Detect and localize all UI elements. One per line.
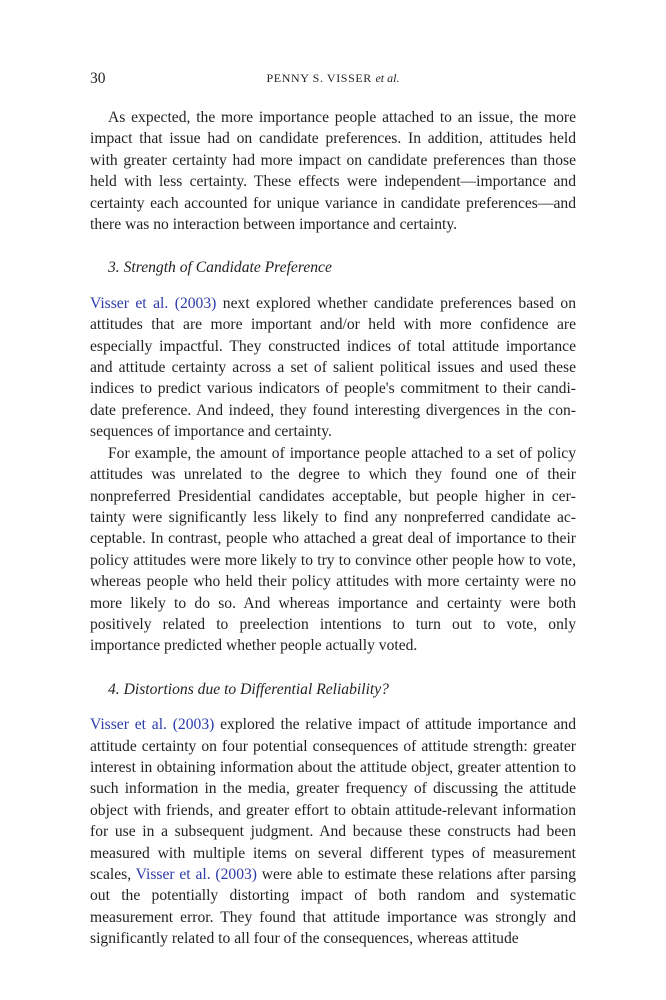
running-head: [90, 71, 576, 86]
page-number: 30: [90, 70, 106, 87]
paragraph-intro: As expected, the more importance people attached to an issue, the more impact that issue had on candidate preferences. In addition, attitudes held with greater certainty had more impact on candidate preferences than those held with less certainty. These effects were independent—importance and certainty each accounted for unique variance in candidate preferences—and there was no interaction between importance and certainty.: [90, 109, 576, 234]
paragraph-text: next explored whether candidate preferences based on attitudes that are more important and/or held with more confidence are especially impactful. They constructed indices of total attitude importance and attitude certainty across a set of salient political issues and used these indices to predict various indicators of people's commitment to their candidate preference. And indeed, they found interesting divergences in the consequences of importance and certainty.: [90, 294, 576, 441]
page-body: [90, 107, 576, 950]
paragraph-section-3: [90, 293, 576, 443]
paragraph-text: were able to estimate these relations after parsing out the potentially distorting impact of both random and systematic measurement error. They found that attitude importance was strongly and significantly related to all four of the consequences, whereas attitude: [90, 866, 577, 948]
page-header: [90, 70, 576, 92]
paragraph-example: For example, the amount of importance people attached to a set of policy attitudes was unrelated to the degree to which they found one of their nonpreferred Presidential candidates acceptable, but people higher in certainty were significantly less likely to find any nonpreferred candidate acceptable. In contrast, people who attached a great deal of importance to their policy attitudes were more likely to try to convince other people how to vote, whereas people who held their policy attitudes with more certainty were no more likely to do so. And whereas importance and certainty were both positively related to preelection intentions to turn out to vote, only importance predicted whether people actually voted.: [90, 444, 576, 655]
citation-link[interactable]: Visser et al. (2003): [90, 294, 217, 312]
section-heading-4: 4. Distortions due to Differential Reliability?: [108, 680, 389, 698]
citation-link[interactable]: Visser et al. (2003): [135, 866, 257, 883]
section-heading-3: 3. Strength of Candidate Preference: [108, 259, 332, 277]
paragraph-text: explored the relative impact of attitude importance and attitude certainty on four potential consequences of attitude strength: greater interest in obtaining information about the attitude object, greater attention to such information in the media, greater frequency of discussing the attitude object with friends, and greater effort to obtain attitude-relevant information for use in a subsequent judgment. And because these constructs had been measured with multiple items on several different types of measurement scales,: [90, 716, 577, 883]
running-head-author: PENNY S. VISSER: [266, 71, 372, 85]
running-head-etal: et al.: [375, 71, 400, 85]
paragraph-section-4: [90, 714, 576, 949]
citation-link[interactable]: Visser et al. (2003): [90, 716, 215, 734]
